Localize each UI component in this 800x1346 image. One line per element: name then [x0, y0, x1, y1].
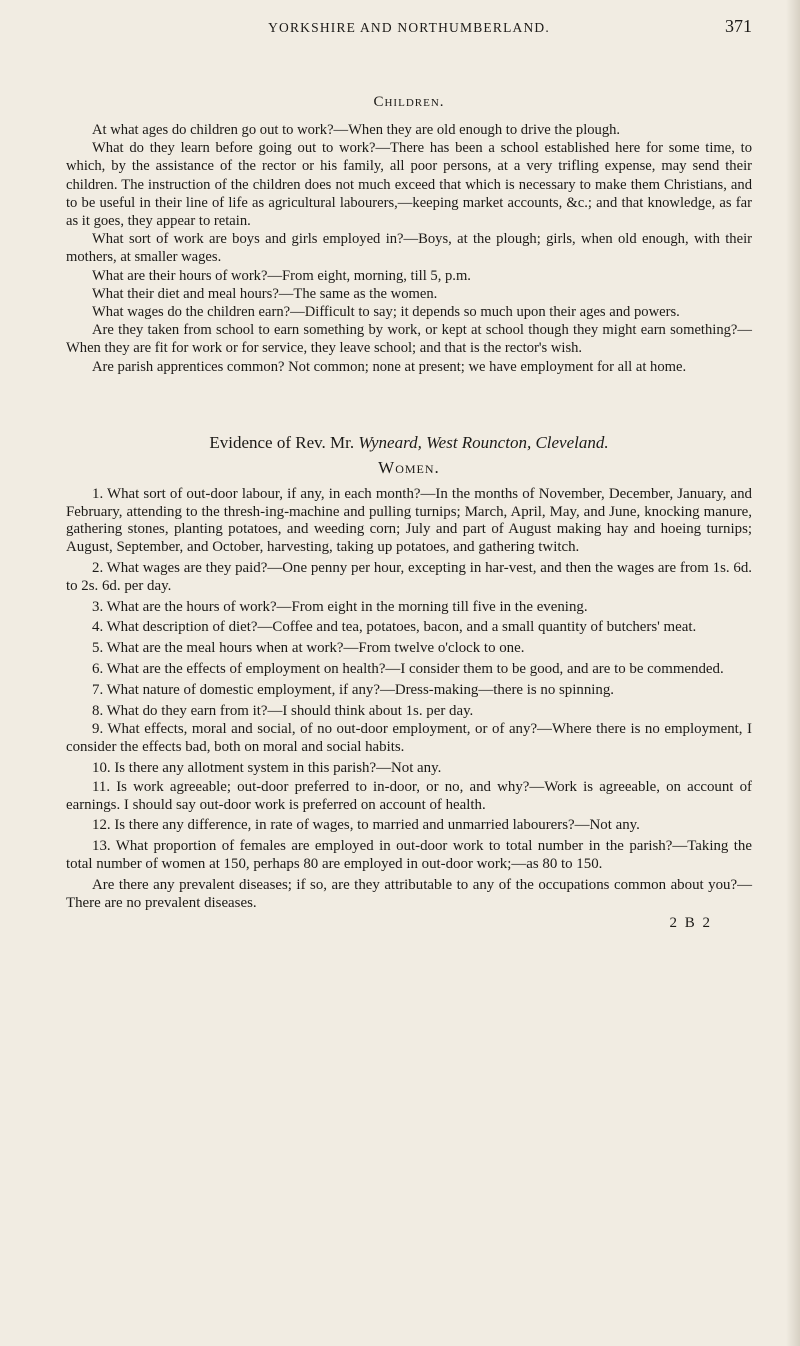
- page-content: [66, 94, 752, 932]
- question-answer: 7. What nature of domestic employment, if any?—Dress-making—there is no spinning.: [92, 681, 615, 698]
- running-head: [66, 16, 752, 40]
- question-answer: 13. What proportion of females are employed in out-door work to total number in the parish?—Taking the total number of women at 150, perhaps 80 are employed in out-door work;—as 80 to 150.: [66, 838, 752, 872]
- paragraph: What wages do the children earn?—Difficult to say; it depends so much upon their ages and powers.: [92, 304, 680, 321]
- children-section: [66, 94, 752, 376]
- paragraph: What their diet and meal hours?—The same as the women.: [92, 285, 438, 302]
- question-answer: 10. Is there any allotment system in this parish?—Not any.: [92, 760, 442, 776]
- question-answer: 3. What are the hours of work?—From eight in the morning till five in the evening.: [92, 598, 588, 615]
- paragraph: What are their hours of work?—From eight, morning, till 5, p.m.: [92, 267, 471, 284]
- question-answer: 12. Is there any difference, in rate of wages, to married and unmarried labourers?—Not any.: [92, 817, 640, 834]
- page-number: 371: [725, 16, 752, 36]
- evidence-title: [66, 432, 752, 454]
- question-answer: 11. Is work agreeable; out-door preferred to in-door, or no, and why?—Work is agreeable, on account of earnings. I should say out-door work is preferred on account of health.: [66, 778, 752, 813]
- paragraph: What sort of work are boys and girls employed in?—Boys, at the plough; girls, when old enough, with their mothers, at smaller wages.: [66, 231, 752, 266]
- women-section: [66, 458, 752, 933]
- question-answer: 5. What are the meal hours when at work?—From twelve o'clock to one.: [92, 640, 525, 657]
- question-answer: 8. What do they earn from it?—I should think about 1s. per day.: [92, 702, 474, 719]
- evidence-prefix: Evidence of Rev. Mr.: [209, 432, 359, 452]
- question-answer: 6. What are the effects of employment on health?—I consider them to be good, and are to be commended.: [92, 661, 724, 678]
- paragraph: At what ages do children go out to work?—When they are old enough to drive the plough.: [92, 122, 621, 138]
- question-answer: 1. What sort of out-door labour, if any, in each month?—In the months of November, December, January, and February, attending to the thresh-ing-machine and pulling turnips; March, April, May, and June, knocking manure, gathering stones, planting potatoes, and weeding corn; July and part of August making hay and hoeing turnips; August, September, and October, harvesting, taking up potatoes, and gathering twitch.: [66, 485, 752, 556]
- paragraph: Are they taken from school to earn something by work, or kept at school though they might earn something?—When they are fit for work or for service, they leave school; and that is the rector's wish.: [66, 322, 752, 357]
- question-answer: 9. What effects, moral and social, of no out-door employment, or of any?—Where there is no employment, I consider the effects bad, both on moral and social habits.: [66, 721, 752, 756]
- printer-signature: 2 B 2: [669, 915, 712, 932]
- question-answer: Are there any prevalent diseases; if so, are they attributable to any of the occupations common about you?—There are no prevalent diseases.: [66, 876, 752, 911]
- section-heading-women: Women.: [378, 457, 440, 477]
- section-heading-children: Children.: [373, 94, 445, 110]
- witness-name: Wyneard, West Rouncton, Cleveland.: [358, 432, 609, 452]
- running-title: YORKSHIRE AND NORTHUMBERLAND.: [268, 20, 550, 35]
- question-answer: 4. What description of diet?—Coffee and tea, potatoes, bacon, and a small quantity of butchers' meat.: [92, 619, 697, 636]
- page-edge-shadow: [786, 0, 800, 1346]
- paragraph: Are parish apprentices common? Not common; none at present; we have employment for all at home.: [92, 358, 687, 375]
- question-answer: 2. What wages are they paid?—One penny per hour, excepting in har-vest, and then the wages are from 1s. 6d. to 2s. 6d. per day.: [66, 560, 752, 594]
- paragraph: What do they learn before going out to work?—There has been a school established here for some time, to which, by the assistance of the rector or his family, all poor persons, at a very trifling expense, may send their children. The instruction of the children does not much exceed that which is necessary to make them Christians, and to be useful in their line of life as agricultural labourers,—keeping market accounts, &c.; and that knowledge, as far as it goes, they appear to retain.: [66, 140, 752, 230]
